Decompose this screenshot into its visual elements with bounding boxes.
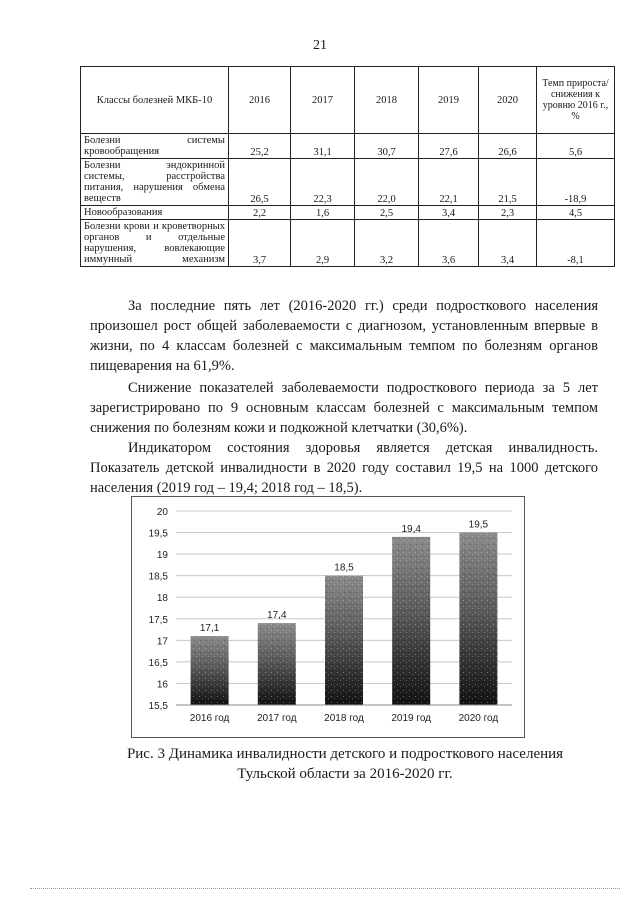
table-cell-class: Болезни эндокринной системы, расстройства питания, нарушения обмена веществ bbox=[81, 159, 229, 206]
x-tick-label: 2020 год bbox=[458, 713, 499, 724]
table-cell: 3,6 bbox=[419, 220, 479, 267]
table-row bbox=[81, 159, 615, 206]
table-cell-class: Новообразования bbox=[81, 206, 229, 220]
y-tick-label: 19,5 bbox=[148, 528, 168, 540]
paragraph bbox=[90, 378, 598, 438]
table-cell: 30,7 bbox=[355, 134, 419, 159]
morbidity-table bbox=[80, 66, 615, 267]
table-header-cell: 2017 bbox=[291, 67, 355, 134]
caption-line: Тульской области за 2016-2020 гг. bbox=[237, 766, 453, 782]
table-header-row bbox=[81, 67, 615, 134]
table-cell: -8,1 bbox=[537, 220, 615, 267]
table-cell: 2,3 bbox=[479, 206, 537, 220]
bar-texture bbox=[258, 623, 296, 705]
figure-caption bbox=[80, 744, 610, 784]
paragraph-text: За последние пять лет (2016-2020 гг.) среди подросткового населения произошел рост общей заболеваемости с диагнозом, установленным впервые в жизни, по 4 классам болезней с максимальным темпом по болезням органов пищеварения на 61,9%. bbox=[90, 298, 598, 374]
disability-chart bbox=[131, 496, 525, 738]
table-cell: 2,5 bbox=[355, 206, 419, 220]
y-tick-label: 15,5 bbox=[148, 701, 168, 712]
x-tick-label: 2018 год bbox=[324, 713, 364, 724]
y-tick-label: 17 bbox=[156, 636, 168, 648]
y-tick-label: 18,5 bbox=[148, 571, 168, 583]
paragraph-text: Снижение показателей заболеваемости подросткового периода за 5 лет зарегистрировано по 9 основным классам болезней с максимальным темпом снижения по болезням кожи и подкожной клетчатки (30,6%). bbox=[90, 380, 598, 436]
table-header-cell: 2016 bbox=[229, 67, 291, 134]
table-row bbox=[81, 220, 615, 267]
paragraph bbox=[90, 438, 598, 498]
data-label: 19,5 bbox=[468, 519, 489, 531]
table-row bbox=[81, 134, 615, 159]
page-number: 21 bbox=[313, 38, 327, 53]
table-cell: 25,2 bbox=[229, 134, 291, 159]
y-tick-label: 16 bbox=[156, 679, 168, 691]
table-cell: -18,9 bbox=[537, 159, 615, 206]
table-cell: 4,5 bbox=[537, 206, 615, 220]
table-cell: 3,2 bbox=[355, 220, 419, 267]
table-cell: 3,4 bbox=[419, 206, 479, 220]
table-cell-class: Болезни крови и кроветворных органов и отдельные нарушения, вовлекающие иммунный механизм bbox=[81, 220, 229, 267]
y-tick-label: 17,5 bbox=[148, 614, 168, 626]
paragraph bbox=[90, 296, 598, 376]
table-cell: 1,6 bbox=[291, 206, 355, 220]
table-cell: 27,6 bbox=[419, 134, 479, 159]
table-cell: 22,0 bbox=[355, 159, 419, 206]
caption-line: Рис. 3 Динамика инвалидности детского и подросткового населения bbox=[126, 746, 564, 762]
bar-texture bbox=[392, 537, 430, 705]
table-cell-class: Болезни системы кровообращения bbox=[81, 134, 229, 159]
x-tick-label: 2016 год bbox=[189, 713, 230, 724]
table-cell: 31,1 bbox=[291, 134, 355, 159]
table-header-cell: 2018 bbox=[355, 67, 419, 134]
bar-texture bbox=[191, 636, 229, 705]
table-cell: 3,7 bbox=[229, 220, 291, 267]
footer-rule bbox=[30, 888, 620, 891]
data-label: 17,1 bbox=[199, 623, 220, 635]
y-tick-label: 16,5 bbox=[148, 657, 168, 669]
table-cell: 2,9 bbox=[291, 220, 355, 267]
data-label: 19,4 bbox=[401, 523, 421, 535]
bar-texture bbox=[325, 576, 363, 705]
bar-texture bbox=[459, 533, 497, 705]
table-header-cell: Темп прироста/ снижения к уровню 2016 г., % bbox=[537, 67, 615, 134]
table-row bbox=[81, 206, 615, 220]
table-cell: 3,4 bbox=[479, 220, 537, 267]
y-tick-label: 18 bbox=[156, 593, 168, 605]
table-header-cell: 2019 bbox=[419, 67, 479, 134]
table-cell: 22,1 bbox=[419, 159, 479, 206]
y-tick-label: 19 bbox=[156, 550, 168, 562]
table-cell: 21,5 bbox=[479, 159, 537, 206]
table-cell: 5,6 bbox=[537, 134, 615, 159]
paragraph-text: Индикатором состояния здоровья является детская инвалидность. Показатель детской инвалидности в 2020 году составил 19,5 на 1000 детского населения (2019 год – 19,4; 2018 год – 18,5). bbox=[90, 440, 598, 496]
x-tick-label: 2017 год bbox=[256, 713, 297, 724]
table-header-cell: Классы болезней МКБ-10 bbox=[81, 67, 229, 134]
table-cell: 26,6 bbox=[479, 134, 537, 159]
table-cell: 26,5 bbox=[229, 159, 291, 206]
table-cell: 22,3 bbox=[291, 159, 355, 206]
data-label: 17,4 bbox=[267, 610, 287, 622]
x-tick-label: 2019 год bbox=[391, 713, 432, 724]
table-cell: 2,2 bbox=[229, 206, 291, 220]
table-header-cell: 2020 bbox=[479, 67, 537, 134]
data-label: 18,5 bbox=[334, 562, 354, 574]
y-tick-label: 20 bbox=[156, 507, 168, 518]
